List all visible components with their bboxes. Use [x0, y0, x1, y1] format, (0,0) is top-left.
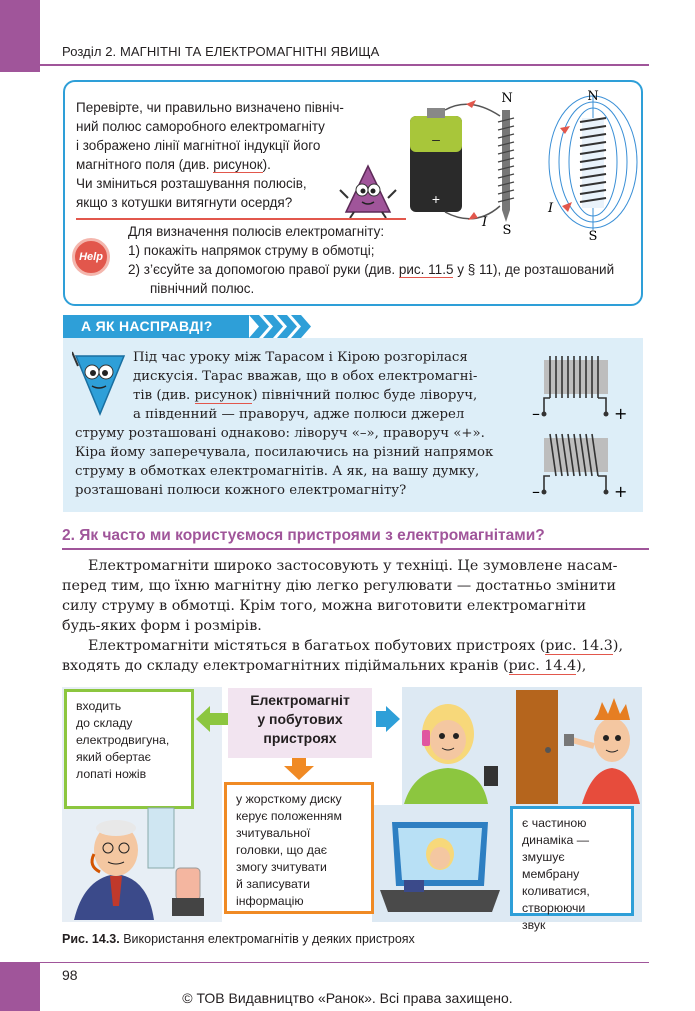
- help-intro: Для визначення полюсів електромагніту:: [128, 224, 385, 239]
- check-line: ний полюс саморобного електромагніту: [76, 119, 325, 134]
- check-line: і зображено лінії магнітної індукції його: [76, 138, 321, 153]
- checkmark-character-illustration: [72, 346, 128, 418]
- north-label: N: [501, 91, 513, 106]
- orange-arrow-down: [284, 758, 314, 780]
- check-line-text: магнітного поля (див.: [76, 157, 214, 172]
- battery-nail-electromagnet-illustration: [400, 88, 540, 236]
- coil-south-label: S: [588, 229, 598, 240]
- blue-arrow-right: [376, 706, 400, 732]
- callout-motor: входить до складу електродвигуна, який обертає лопаті ножів: [64, 689, 194, 809]
- coil-field-lines-illustration: [540, 88, 640, 240]
- man-blender-illustration: [64, 806, 220, 920]
- coil-2: [532, 434, 627, 501]
- coil-2-minus: –: [532, 482, 540, 501]
- callout-hard-disk: у жорсткому диску керує положенням зчитувальної головки, що дає змогу зчитувати й записувати інформацію: [224, 782, 374, 914]
- page-number: 98: [62, 967, 78, 983]
- page-header-title: Розділ 2. МАГНІТНІ ТА ЕЛЕКТРОМАГНІТНІ ЯВИЩА: [62, 44, 380, 59]
- check-line: Чи зміниться розташування полюсів,: [76, 176, 307, 191]
- check-line: якщо з котушки витягнути осердя?: [76, 195, 293, 210]
- body-line: Електромагніти містяться в багатьох побутових пристроях (рис. 14.3),: [88, 638, 624, 654]
- really-line: струму розташовані однаково: ліворуч «–», праворуч «+».: [75, 426, 485, 441]
- really-line: тів (див. рисунок) північний полюс буде ліворуч,: [133, 388, 478, 403]
- really-line: Під час уроку між Тарасом і Кірою розгорілася: [133, 350, 468, 365]
- figure-link[interactable]: рисунок: [194, 388, 253, 403]
- coil-1-minus: –: [532, 404, 540, 423]
- footer-rule: [40, 962, 649, 963]
- body-line: входять до складу електромагнітних підіймальних кранів (рис. 14.4),: [62, 658, 587, 674]
- figure-link[interactable]: рис. 14.4: [508, 658, 577, 674]
- figure-center-title: Електромагніт у побутових пристроях: [228, 688, 372, 758]
- help-icon: Help: [72, 238, 110, 276]
- really-line: а південний — праворуч, адже полюси джерел: [133, 407, 465, 422]
- help-step-2: 2) з’єсуйте за допомогою правої руки (див. рис. 11.5 у § 11), де розташований: [128, 262, 615, 277]
- coil-1: [532, 356, 627, 423]
- really-heading: А ЯК НАСПРАВДІ?: [63, 315, 249, 338]
- really-line: розташовані полюси кожного електромагніту?: [75, 483, 407, 498]
- check-line: Перевірте, чи правильно визначено північ-: [76, 100, 344, 115]
- really-line: Кіра йому заперечувала, посилаючись на різний напрямок: [75, 445, 494, 460]
- battery-plus-label: +: [431, 191, 441, 207]
- figure-link[interactable]: рис. 11.5: [398, 262, 454, 277]
- two-coils-illustration: [526, 346, 634, 506]
- help-step-1: 1) покажіть напрямок струму в обмотці;: [128, 243, 375, 258]
- copyright: © ТОВ Видавництво «Ранок». Всі права захищено.: [182, 990, 513, 1006]
- coil-north-label: N: [587, 89, 599, 104]
- body-line: перед тим, що їхню магнітну дію легко регулювати — достатньо змінити: [62, 578, 616, 594]
- coil-1-plus: +: [614, 404, 628, 423]
- figure-caption: Рис. 14.3. Використання електромагнітів у деяких пристроях: [62, 932, 415, 946]
- really-line: дискусія. Тарас вважав, що в обох електромагні-: [133, 369, 478, 384]
- check-question-text: [76, 98, 344, 212]
- triangle-character-illustration: [338, 160, 398, 220]
- south-label: S: [502, 223, 512, 236]
- callout-speaker: є частиною динаміка — змушує мембрану коливатися, створюючи звук: [510, 806, 634, 916]
- section-rule: [62, 548, 649, 550]
- laptop-illustration: [376, 820, 504, 920]
- figure-link[interactable]: рис. 14.3: [545, 638, 613, 654]
- coil-2-plus: +: [614, 482, 628, 501]
- check-line: магнітного поля (див. рисунок).: [76, 157, 271, 172]
- doorbell-boy-illustration: [512, 690, 640, 804]
- help-step-2-end: північний полюс.: [150, 281, 255, 296]
- body-line: будь-яких форм і розмірів.: [62, 618, 262, 634]
- battery-minus-label: –: [432, 131, 440, 147]
- green-double-arrow: [196, 704, 232, 734]
- current-label: I: [482, 215, 488, 230]
- chevrons-decoration: [249, 315, 311, 338]
- coil-current-label: I: [548, 201, 554, 216]
- body-line: силу струму в обмотці. Крім того, можна виготовити електромагніти: [62, 598, 587, 614]
- figure-link[interactable]: рисунок: [213, 157, 263, 172]
- header-rule: [40, 64, 649, 66]
- section-heading: 2. Як часто ми користуємося пристроями з електромагнітами?: [62, 527, 545, 544]
- girl-phone-illustration: [404, 690, 514, 804]
- check-divider: [76, 218, 406, 220]
- body-line: Електромагніти широко застосовують у техніці. Це зумовлене насам-: [88, 558, 618, 574]
- really-line: струму в обмотках електромагнітів. А як, на вашу думку,: [75, 464, 480, 479]
- corner-tab: [0, 0, 40, 72]
